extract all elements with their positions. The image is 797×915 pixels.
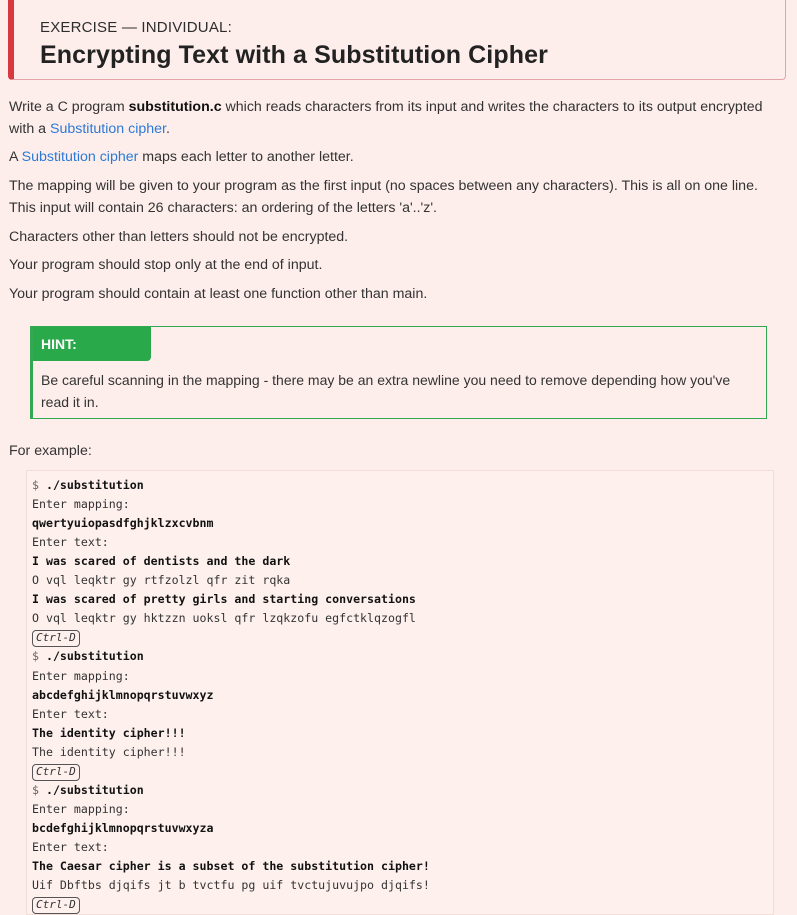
substitution-cipher-link-2[interactable]: Substitution cipher <box>21 149 139 165</box>
user-input-line: The identity cipher!!! <box>32 725 186 740</box>
program-output-line: Enter text: <box>32 535 109 550</box>
user-input-line: qwertyuiopasdfghjklzxcvbnm <box>32 516 214 531</box>
shell-command-line <box>32 476 144 495</box>
program-output-line: The identity cipher!!! <box>32 744 186 759</box>
shell-command-line <box>32 647 144 666</box>
shell-prompt: $ <box>32 782 39 797</box>
program-output-line: Enter mapping: <box>32 497 130 512</box>
intro-paragraph-6: Your program should contain at least one function other than main. <box>9 286 428 302</box>
program-output-line: Enter text: <box>32 706 109 721</box>
program-output-line: O vql leqktr gy hktzzn uoksl qfr lzqkzofu egfctklqzogfl <box>32 611 416 626</box>
shell-prompt: $ <box>32 478 39 492</box>
hint-label: HINT: <box>33 327 151 361</box>
program-output-line: Uif Dbftbs djqifs jt b tvctfu pg uif tvctujuvujpo djqifs! <box>32 878 430 893</box>
shell-command-text: ./substitution <box>45 649 144 664</box>
ctrl-d-key: Ctrl-D <box>32 897 80 914</box>
exercise-title: Encrypting Text with a Substitution Cipher <box>40 41 548 69</box>
intro-paragraph-2: A Substitution cipher maps each letter to another letter. <box>9 149 354 165</box>
shell-command-line <box>32 781 144 800</box>
program-output-line: O vql leqktr gy rtfzolzl qfr zit rqka <box>32 573 291 588</box>
example-label: For example: <box>9 443 92 459</box>
exercise-kicker: EXERCISE — INDIVIDUAL: <box>40 19 232 36</box>
intro-paragraph-3: The mapping will be given to your program as the first input (no spaces between any characters). This is all on one line. This input will contain 26 characters: an ordering of the letters 'a'..'z'. <box>9 178 758 216</box>
shell-command-text: ./substitution <box>45 478 144 492</box>
user-input-line: The Caesar cipher is a subset of the substitution cipher! <box>32 859 430 873</box>
exercise-header <box>8 0 786 80</box>
ctrl-d-key: Ctrl-D <box>32 630 80 647</box>
substitution-cipher-link-1[interactable]: Substitution cipher <box>50 121 166 137</box>
program-filename: substitution.c <box>128 99 222 115</box>
ctrl-d-key: Ctrl-D <box>32 764 80 781</box>
hint-box <box>30 326 767 419</box>
program-output-line: Enter mapping: <box>32 801 130 816</box>
user-input-line: I was scared of pretty girls and starting conversations <box>32 592 416 607</box>
user-input-line: I was scared of dentists and the dark <box>32 554 291 569</box>
example-code-block <box>26 470 774 915</box>
hint-text: Be careful scanning in the mapping - there may be an extra newline you need to remove depending how you've read it in. <box>41 372 731 410</box>
shell-command-text: ./substitution <box>45 782 144 797</box>
intro-paragraph-4: Characters other than letters should not be encrypted. <box>9 229 349 245</box>
program-output-line: Enter text: <box>32 839 109 854</box>
intro-paragraph-1: Write a C program substitution.c which reads characters from its input and writes the characters to its output encrypted with a Substitution cipher. <box>9 99 763 137</box>
user-input-line: bcdefghijklmnopqrstuvwxyza <box>32 820 214 835</box>
program-output-line: Enter mapping: <box>32 668 130 683</box>
shell-prompt: $ <box>32 649 39 664</box>
intro-paragraph-5: Your program should stop only at the end of input. <box>9 257 323 273</box>
user-input-line: abcdefghijklmnopqrstuvwxyz <box>32 687 214 702</box>
